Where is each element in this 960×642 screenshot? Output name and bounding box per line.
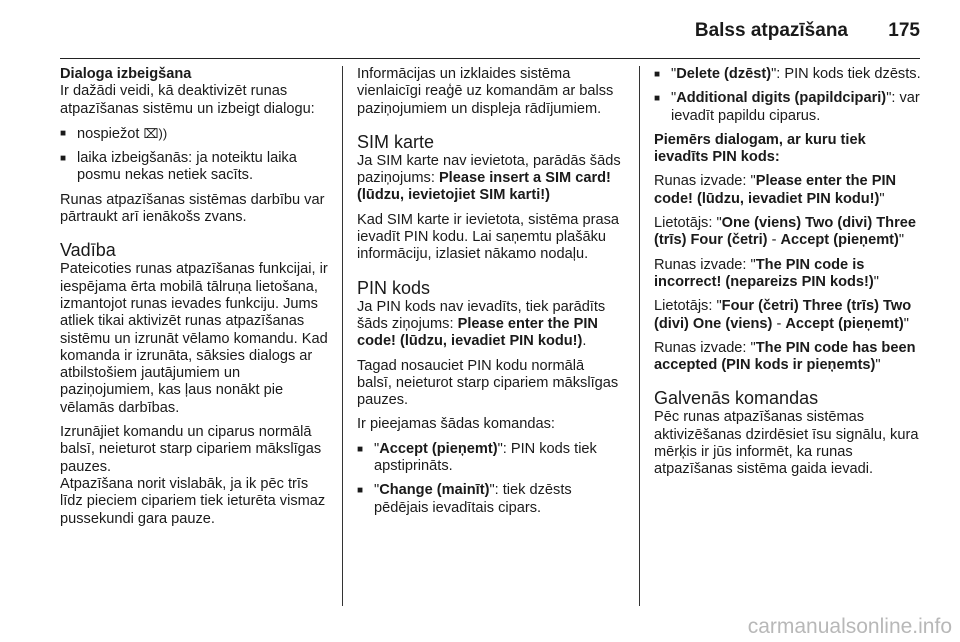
paragraph (357, 153, 623, 205)
paragraph: Izrunājiet komandu un ciparus normālā balsī, neieturot starp cipariem mākslīgas pauzes. (60, 424, 322, 475)
list-item-text: nospiežot (77, 125, 140, 142)
section-heading: Dialoga izbeigšana (60, 66, 192, 82)
quote-mark: " (489, 482, 495, 499)
bullet-list (60, 125, 328, 185)
dialog-line (654, 257, 922, 292)
speaker-label: Runas izvade: (654, 173, 751, 190)
page-header (60, 0, 920, 59)
paragraph: Ir dažādi veidi, kā deaktivizēt runas atpazīšanas sistēmu un izbeigt dialogu: (60, 83, 315, 117)
paragraph-text: Ja SIM karte nav ievietota, parādās šāds paziņojums: (357, 152, 621, 187)
command-name: Additional digits (papildcipari) (676, 90, 887, 107)
dialog-text: The PIN code is incorrect! (nepareizs PIN kods!) (654, 256, 874, 290)
quote-mark: " (886, 90, 892, 107)
voice-mute-icon: ⌧)) (143, 125, 168, 141)
list-item-text: : PIN kods tiek apstiprināts. (374, 440, 597, 475)
paragraph: Tagad nosauciet PIN kodu normālā balsī, neieturot starp cipariem mākslīgas pauzes. (357, 357, 619, 409)
bullet-icon: ■ (654, 69, 661, 80)
emphasis-text: Please enter the PIN code! (lūdzu, ievadiet PIN kodu!) (357, 315, 598, 350)
paragraph-text: Ja PIN kods nav ievadīts, tiek parādīts šāds ziņojums: (357, 298, 606, 332)
dialog-text: The PIN code has been accepted (PIN kods ir pieņemts) (654, 339, 916, 374)
dialog-line (654, 173, 922, 208)
quote-mark: " (898, 232, 905, 249)
list-item (60, 150, 328, 185)
paragraph: Informācijas un izklaides sistēma vienlaicīgi reaģē uz komandām ar balss paziņojumiem un displeja rādījumiem. (357, 66, 614, 117)
dialog-text: Accept (pieņemt) (785, 315, 904, 332)
watermark: carmanualsonline.info (747, 615, 952, 638)
section-heading: SIM karte (357, 131, 435, 152)
speaker-label: Runas izvade: (654, 256, 751, 273)
dialog-text: Please enter the PIN code! (lūdzu, ievadiet PIN kodu!) (654, 173, 897, 207)
list-item (357, 482, 623, 517)
paragraph (357, 299, 623, 351)
quote-mark: " (771, 66, 777, 82)
quote-mark: " (750, 339, 756, 356)
dialog-text: One (viens) Two (divi) Three (trīs) Four (četri) (654, 215, 916, 249)
quote-mark: " (716, 215, 722, 232)
list-item (357, 441, 623, 476)
section-heading: Vadība (60, 240, 116, 261)
dialog-line (654, 215, 922, 250)
paragraph: Ir pieejamas šādas komandas: (357, 416, 555, 433)
dialog-text: Four (četri) Three (trīs) Two (divi) One (viens) (654, 298, 912, 332)
bullet-list (654, 66, 922, 125)
quote-mark: " (374, 440, 380, 457)
section-heading: Piemērs dialogam, ar kuru tiek ievadīts PIN kods: (654, 131, 866, 166)
page-number: 175 (888, 20, 920, 41)
bullet-icon: ■ (654, 93, 661, 105)
paragraph: Atpazīšana norit vislabāk, ja ik pēc trīs līdz pieciem cipariem tiek ieturēta vismaz pussekundi gara pauze. (60, 475, 326, 527)
command-name: Delete (dzēst) (676, 66, 772, 82)
list-item (654, 90, 922, 125)
dialog-text: Accept (pieņemt) (780, 232, 899, 249)
quote-mark: " (497, 440, 503, 457)
quote-mark: " (750, 173, 756, 190)
dialog-separator: - (767, 232, 781, 249)
dialog-line (654, 340, 922, 375)
list-item (60, 125, 328, 143)
dialog-separator: - (772, 315, 786, 332)
quote-mark: " (903, 315, 909, 332)
quote-mark: " (374, 482, 380, 499)
quote-mark: " (671, 90, 677, 107)
list-item-text: : var ievadīt papildu ciparus. (671, 90, 920, 124)
command-name: Change (mainīt) (379, 482, 490, 499)
quote-mark: " (879, 190, 885, 207)
list-item (654, 66, 922, 83)
speaker-label: Lietotājs: (654, 298, 717, 315)
paragraph: Runas atpazīšanas sistēmas darbību var pārtraukt arī ienākošs zvans. (60, 191, 325, 226)
bullet-list (357, 441, 623, 517)
page-title: Balss atpazīšana (694, 20, 848, 41)
list-item-text: : PIN kods tiek dzēsts. (776, 66, 921, 82)
bullet-icon: ■ (357, 443, 364, 455)
speaker-label: Lietotājs: (654, 215, 717, 232)
paragraph: Pateicoties runas atpazīšanas funkcijai, ir iespējama ērta mobilā tālruņa lietošana, izmantojot runas ievades funkciju. Jums atliek tikai aktivizēt runas atpazīšanas sistēmu un izrunāt vēlamo komandu. Kad komanda ir izrunāta, sāksies dialogs ar atbilstošiem jautājumiem un paziņojumiem, kas ļaus nonākt pie vēlamās darbības. (60, 261, 328, 416)
bullet-icon: ■ (60, 153, 67, 165)
quote-mark: " (875, 357, 881, 374)
paragraph: Kad SIM karte ir ievietota, sistēma prasa ievadīt PIN kodu. Lai saņemtu plašāku informāciju, izlasiet nākamo nodaļu. (357, 211, 619, 263)
quote-mark: " (750, 256, 756, 273)
dialog-line (654, 298, 922, 333)
command-name: Accept (pieņemt) (379, 440, 498, 457)
list-item-text: laika izbeigšanās: ja noteiktu laika posmu nekas netiek sacīts. (77, 150, 297, 184)
column-1 (60, 66, 328, 535)
column-2 (357, 66, 623, 524)
quote-mark: " (671, 66, 677, 82)
column-divider (639, 66, 640, 606)
quote-mark: " (716, 298, 722, 315)
paragraph: Pēc runas atpazīšanas sistēmas aktivizēšanas dzirdēsiet īsu signālu, kura mērķis ir jūs informēt, ka runas atpazīšanas sistēma gaida ievadi. (654, 409, 919, 478)
bullet-icon: ■ (357, 485, 364, 497)
section-heading: Galvenās komandas (654, 388, 819, 409)
paragraph-text: . (582, 333, 587, 350)
quote-mark: " (873, 273, 879, 290)
column-3 (654, 66, 922, 486)
bullet-icon: ■ (60, 127, 67, 139)
list-item-text: : tiek dzēsts pēdējais ievadītais cipars. (374, 482, 572, 516)
column-divider (342, 66, 343, 606)
speaker-label: Runas izvade: (654, 339, 751, 356)
emphasis-text: Please insert a SIM card! (lūdzu, ievietojiet SIM karti!) (357, 170, 611, 204)
section-heading: PIN kods (357, 277, 431, 298)
